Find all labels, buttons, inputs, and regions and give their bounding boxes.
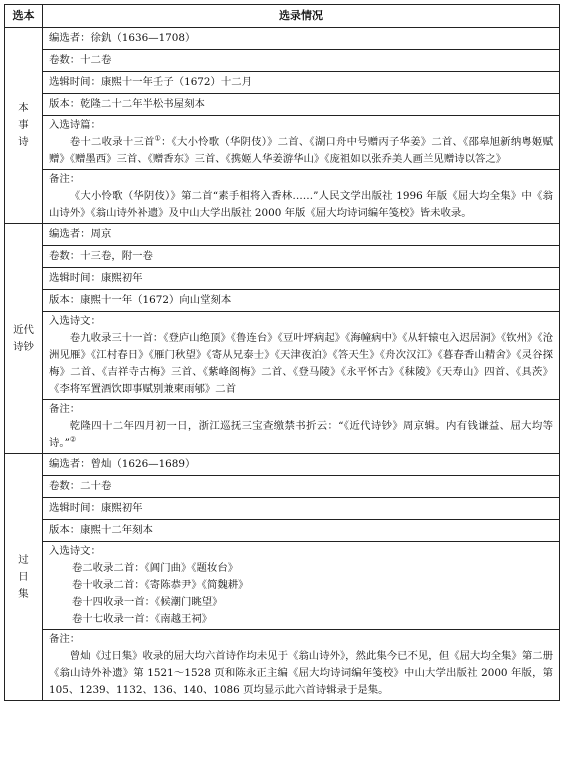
label-char: 日 xyxy=(18,570,29,583)
remark-title: 备注： xyxy=(49,173,81,185)
label-char: 诗 xyxy=(18,136,29,148)
table-row xyxy=(5,116,560,170)
remark-text-part: 乾隆四十二年四月初一日，浙江巡抚三宝查缴禁书折云：“《近代诗钞》周京辑。内有钱谦益、屈大均等诗。” xyxy=(49,420,553,449)
poems-title: 入选诗文： xyxy=(49,545,101,557)
header-col-selection: 选录情况 xyxy=(43,5,560,28)
editor-field: 编选者：周京 xyxy=(43,224,560,246)
poems-title: 入选诗篇： xyxy=(49,119,101,131)
label-char: 过 xyxy=(18,553,29,566)
table-row xyxy=(5,268,560,290)
poems-text: 卷九收录三十一首：《登庐山绝顶》《鲁连台》《豆叶坪病起》《海幢病中》《从轩辕屯入迟居洞》《钦州》《沧洲见雁》《江村春日》《雁门秋望》《寄从兄泰士》《天津夜泊》《答天生》《舟次汉江》《暮春香山精舍》《灵谷探梅》二首、《吉祥寺古梅》三首、《紫峰阁梅》二首、《登马陵》《永平怀古》《秣陵》《天寿山》四首、《具茨》《李将军置酒饮即事赋别兼柬雨郇》二首 xyxy=(49,332,553,395)
header-row xyxy=(5,5,560,28)
remark-title: 备注： xyxy=(49,403,81,415)
table-row xyxy=(5,630,560,701)
table-row xyxy=(5,476,560,498)
table-row xyxy=(5,224,560,246)
table-row xyxy=(5,290,560,312)
label-char: 诗钞 xyxy=(13,340,34,353)
selection-table xyxy=(4,4,560,701)
table-row xyxy=(5,312,560,400)
table-row xyxy=(5,400,560,454)
poems-cell xyxy=(43,542,560,630)
table-row xyxy=(5,28,560,50)
edition-field: 版本：乾隆二十二年半松书屋刻本 xyxy=(43,94,560,116)
time-field: 选辑时间：康熙初年 xyxy=(43,498,560,520)
anthology-label-guorijiji xyxy=(5,454,43,701)
edition-field: 版本：康熙十二年刻本 xyxy=(43,520,560,542)
header-col-anthology: 选本 xyxy=(5,5,43,28)
table-row xyxy=(5,170,560,224)
editor-field: 编选者：徐釚（1636—1708） xyxy=(43,28,560,50)
label-char: 近代 xyxy=(13,323,34,336)
label-char: 事 xyxy=(18,119,29,131)
poems-text-part: 卷十二收录十三首 xyxy=(69,136,155,148)
table-row xyxy=(5,246,560,268)
remark-cell xyxy=(43,170,560,224)
table-row xyxy=(5,520,560,542)
footnote-marker: ② xyxy=(69,435,77,444)
poems-line: 卷十七收录一首：《南越王祠》 xyxy=(71,613,213,625)
table-row xyxy=(5,498,560,520)
poems-text xyxy=(49,134,553,168)
poems-cell xyxy=(43,312,560,400)
anthology-label-jindaishichao xyxy=(5,224,43,454)
label-char: 集 xyxy=(18,587,29,600)
remark-cell xyxy=(43,400,560,454)
table-row xyxy=(5,542,560,630)
remark-text xyxy=(49,418,553,452)
remark-text: 曾灿《过日集》收录的屈大均六首诗作均未见于《翁山诗外》，然此集今已不见，但《屈大均全集》第二册《翁山诗外补遗》第 1521～1528 页和陈永正主编《屈大均诗词编年笺校》中山大学出版社 2000 年版，第 105、1239、1132、136、140、1086 页均显示此六首诗辑录于是集。 xyxy=(49,650,553,696)
table-row xyxy=(5,454,560,476)
table-row xyxy=(5,94,560,116)
label-char: 本 xyxy=(18,102,29,114)
poems-cell xyxy=(43,116,560,170)
edition-field: 版本：康熙十一年（1672）向山堂刻本 xyxy=(43,290,560,312)
remark-text: 《大小怜歌（华阴伎）》第二首“素手相将入香林……”人民文学出版社 1996 年版《屈大均全集》中《翁山诗外》《翁山诗外补遗》及中山大学出版社 2000 年版《屈大均诗词编年笺校》皆未收录。 xyxy=(49,190,553,219)
remark-title: 备注： xyxy=(49,633,81,645)
time-field: 选辑时间：康熙初年 xyxy=(43,268,560,290)
poems-title: 入选诗文： xyxy=(49,315,101,327)
table-row xyxy=(5,72,560,94)
footnote-marker: ① xyxy=(154,134,161,143)
table-row xyxy=(5,50,560,72)
document-page xyxy=(4,4,560,701)
volumes-field: 卷数：二十卷 xyxy=(43,476,560,498)
poems-line: 卷二收录二首：《阊门曲》《题妆台》 xyxy=(71,562,239,574)
poems-line: 卷十收录二首：《寄陈恭尹》《简魏耕》 xyxy=(71,579,249,591)
remark-cell xyxy=(43,630,560,701)
volumes-field: 卷数：十二卷 xyxy=(43,50,560,72)
time-field: 选辑时间：康熙十一年壬子（1672）十二月 xyxy=(43,72,560,94)
anthology-label-benshishi xyxy=(5,28,43,224)
volumes-field: 卷数：十三卷，附一卷 xyxy=(43,246,560,268)
poems-line: 卷十四收录一首：《候潮门眺望》 xyxy=(71,596,223,608)
poems-text-part: ：《大小怜歌（华阴伎）》二首、《湖口舟中号赠丙子华姜》二首、《邵皋旭新纳粤姬赋赠》《赠墨西》三首、《赠香东》三首、《携姬人华姜游华山》《庞祖如以张乔美人画兰见赠诗以答之》 xyxy=(49,136,553,165)
editor-field: 编选者：曾灿（1626—1689） xyxy=(43,454,560,476)
